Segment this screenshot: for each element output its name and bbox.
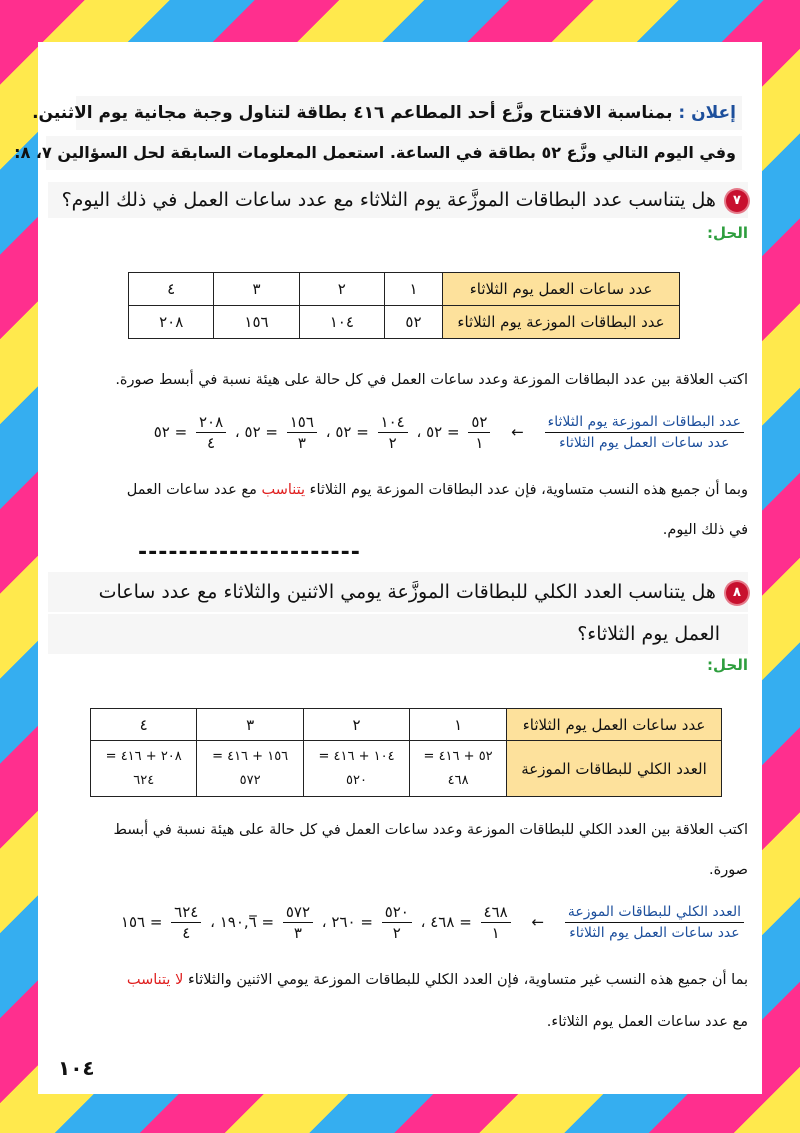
- fraction-result: ٥٢: [335, 423, 352, 441]
- table-cell: [91, 741, 197, 797]
- table-header-cell: عدد البطاقات الموزعة يوم الثلاثاء: [443, 306, 680, 339]
- question-8-line-2: [48, 614, 748, 654]
- fraction-term: $\frac{١٠٤}{٢}$ = ٥٢: [335, 423, 411, 441]
- announcement-line-1: [32, 96, 742, 130]
- page-number: ١٠٤: [58, 1056, 95, 1080]
- fraction-denominator: ٣: [293, 924, 302, 942]
- fraction-result: ٥٢: [426, 423, 443, 441]
- fraction-result: ٥٢: [153, 423, 170, 441]
- table-cell: [410, 741, 507, 797]
- conclusion-q7: [127, 482, 748, 498]
- table-cell: ٤: [91, 709, 197, 741]
- conclusion-highlight: يتناسب: [261, 482, 306, 498]
- fraction-term: $\frac{٤٦٨}{١}$ = ٤٦٨: [430, 913, 514, 931]
- table-cell: ١: [384, 273, 442, 306]
- fraction-term: $\frac{٥٢٠}{٢}$ = ٢٦٠: [331, 913, 415, 931]
- table-cell: ٥٢: [384, 306, 442, 339]
- ratio-label-bottom: عدد ساعات العمل يوم الثلاثاء: [569, 925, 740, 941]
- announcement-line-2: [14, 136, 742, 170]
- fraction-result: ١٥٦: [120, 913, 146, 931]
- table-cell: ١: [410, 709, 507, 741]
- fraction-denominator: ١: [491, 924, 500, 942]
- fraction-numerator: ١٥٦: [287, 412, 317, 433]
- fraction-term: $\frac{١٥٦}{٣}$ = ٥٢: [245, 423, 321, 441]
- ratio-label: [545, 412, 744, 453]
- question-number-badge: ٨: [726, 582, 748, 604]
- sum-result: ٤٦٨: [447, 772, 469, 788]
- table-cell: ١٠٤: [299, 306, 384, 339]
- announcement-text-1: بمناسبة الافتتاح وزَّع أحد المطاعم ٤١٦ بطاقة لتناول وجبة مجانية يوم الاثنين.: [32, 103, 673, 123]
- separator: ----------------------: [138, 540, 361, 565]
- ratio-equation-q7: $\frac{\text{عدد البطاقات الموزعة يوم الثلاثاء}}{\text{عدد ساعات العمل يوم الثلاثاء}}$ ← $\frac{٥٢}{١}$ = ٥٢ ، $\frac{١٠٤}{٢}$ = ٥٢ ، $\frac{١٥٦}{٣}$ = ٥٢ ، $\frac{٢٠٨}{٤}$ = ٥٢: [154, 412, 748, 453]
- table-row: [91, 741, 722, 797]
- table-cell: [197, 741, 303, 797]
- table-header-cell: عدد ساعات العمل يوم الثلاثاء: [507, 709, 722, 741]
- table-row: [129, 273, 680, 306]
- sum-expression: ٢٠٨ + ٤١٦ =: [105, 748, 182, 764]
- table-header-cell: العدد الكلي للبطاقات الموزعة: [507, 741, 722, 797]
- fraction-denominator: ٤: [207, 434, 216, 452]
- page-sheet: [14, 42, 762, 1094]
- fraction-result: ٤٦٨: [430, 913, 455, 931]
- question-number-badge: ٧: [726, 190, 748, 212]
- fraction-denominator: ٢: [392, 924, 401, 942]
- conclusion-text: وبما أن جميع هذه النسب متساوية، فإن عدد البطاقات الموزعة يوم الثلاثاء: [309, 482, 748, 498]
- table-cell: ٣: [214, 273, 299, 306]
- fraction-numerator: ١٠٤: [378, 412, 408, 433]
- ratio-label-top: عدد البطاقات الموزعة يوم الثلاثاء: [545, 412, 744, 433]
- conclusion-q8-line2: مع عدد ساعات العمل يوم الثلاثاء.: [546, 1014, 748, 1030]
- ratio-label: [565, 902, 744, 943]
- sum-expression: ١٥٦ + ٤١٦ =: [212, 748, 289, 764]
- ratio-label-top: العدد الكلي للبطاقات الموزعة: [565, 902, 744, 923]
- conclusion-highlight: لا يتناسب: [126, 972, 184, 988]
- table-q8: [90, 708, 722, 797]
- table-cell: ٢: [299, 273, 384, 306]
- fraction-denominator: ٤: [182, 924, 191, 942]
- sum-expression: ٥٢ + ٤١٦ =: [423, 748, 493, 764]
- fraction-numerator: ٥٧٢: [283, 902, 313, 923]
- table-cell: [303, 741, 409, 797]
- announcement-label: إعلان :: [678, 103, 736, 123]
- arrow-icon: ←: [531, 913, 545, 931]
- table-cell: ٣: [197, 709, 303, 741]
- solution-label: الحل:: [707, 224, 748, 242]
- fraction-numerator: ٦٢٤: [171, 902, 201, 923]
- table-cell: ٤: [129, 273, 214, 306]
- fraction-term: $\frac{٦٢٤}{٤}$ = ١٥٦: [121, 913, 205, 931]
- instruction-q8: اكتب العلاقة بين العدد الكلي للبطاقات الموزعة وعدد ساعات العمل في كل حالة على هيئة نسبة في أبسط: [113, 822, 748, 838]
- table-row: [91, 709, 722, 741]
- question-7-text: هل يتناسب عدد البطاقات الموزَّعة يوم الثلاثاء مع عدد ساعات العمل في ذلك اليوم؟: [61, 189, 716, 211]
- instruction-q7: اكتب العلاقة بين عدد البطاقات الموزعة وعدد ساعات العمل في كل حالة على هيئة نسبة في أبسط صورة.: [115, 372, 748, 388]
- fraction-result: ٢٦٠: [331, 913, 356, 931]
- instruction-q8-line2: صورة.: [708, 862, 748, 878]
- announcement-text-2: وفي اليوم التالي وزَّع ٥٢ بطاقة في الساعة. استعمل المعلومات السابقة لحل السؤالين ٧، ٨:: [14, 143, 736, 162]
- fraction-result: ٥٢: [244, 423, 261, 441]
- question-8-line-1: [48, 572, 748, 612]
- fraction-denominator: ١: [475, 434, 484, 452]
- fraction-denominator: ٢: [388, 434, 397, 452]
- fraction-denominator: ٣: [297, 434, 306, 452]
- conclusion-q7-line2: في ذلك اليوم.: [662, 522, 748, 538]
- table-row: [129, 306, 680, 339]
- fraction-numerator: ٤٦٨: [481, 902, 511, 923]
- sum-expression: ١٠٤ + ٤١٦ =: [318, 748, 395, 764]
- sum-result: ٥٢٠: [346, 772, 367, 788]
- fraction-term: $\frac{٢٠٨}{٤}$ = ٥٢: [154, 423, 230, 441]
- table-header-cell: عدد ساعات العمل يوم الثلاثاء: [443, 273, 680, 306]
- fraction-term: $\frac{٥٢}{١}$ = ٥٢: [426, 423, 494, 441]
- question-7: [48, 182, 748, 218]
- question-8-text: هل يتناسب العدد الكلي للبطاقات الموزَّعة يومي الاثنين والثلاثاء مع عدد ساعات: [98, 581, 716, 603]
- table-q7: [128, 272, 680, 339]
- conclusion-text: مع عدد ساعات العمل: [126, 482, 257, 498]
- conclusion-q8: [127, 972, 748, 988]
- sum-result: ٦٢٤: [133, 772, 155, 788]
- ratio-equation-q8: $\frac{\text{العدد الكلي للبطاقات الموزعة}}{\text{عدد ساعات العمل يوم الثلاثاء}}$ ← $\frac{٤٦٨}{١}$ = ٤٦٨ ، $\frac{٥٢٠}{٢}$ = ٢٦٠ ، $\frac{٥٧٢}{٣}$ = ١٩٠,٦̅ ، $\frac{٦٢٤}{٤}$ = ١٥٦: [121, 902, 748, 943]
- solution-label: الحل:: [707, 656, 748, 674]
- fraction-numerator: ٥٢٠: [382, 902, 412, 923]
- conclusion-text: بما أن جميع هذه النسب غير متساوية، فإن العدد الكلي للبطاقات الموزعة يومي الاثنين والثلاثاء: [187, 972, 748, 988]
- table-cell: ٢: [303, 709, 409, 741]
- fraction-numerator: ٥٢: [468, 412, 490, 433]
- table-cell: ١٥٦: [214, 306, 299, 339]
- question-8-text: العمل يوم الثلاثاء؟: [577, 623, 720, 645]
- fraction-term: $\frac{٥٧٢}{٣}$ = ١٩٠,٦̅: [220, 913, 317, 931]
- fraction-result: ١٩٠,٦̅: [219, 913, 257, 931]
- sum-result: ٥٧٢: [239, 772, 261, 788]
- table-cell: ٢٠٨: [129, 306, 214, 339]
- fraction-numerator: ٢٠٨: [196, 412, 226, 433]
- arrow-icon: ←: [511, 423, 524, 441]
- ratio-label-bottom: عدد ساعات العمل يوم الثلاثاء: [559, 435, 730, 451]
